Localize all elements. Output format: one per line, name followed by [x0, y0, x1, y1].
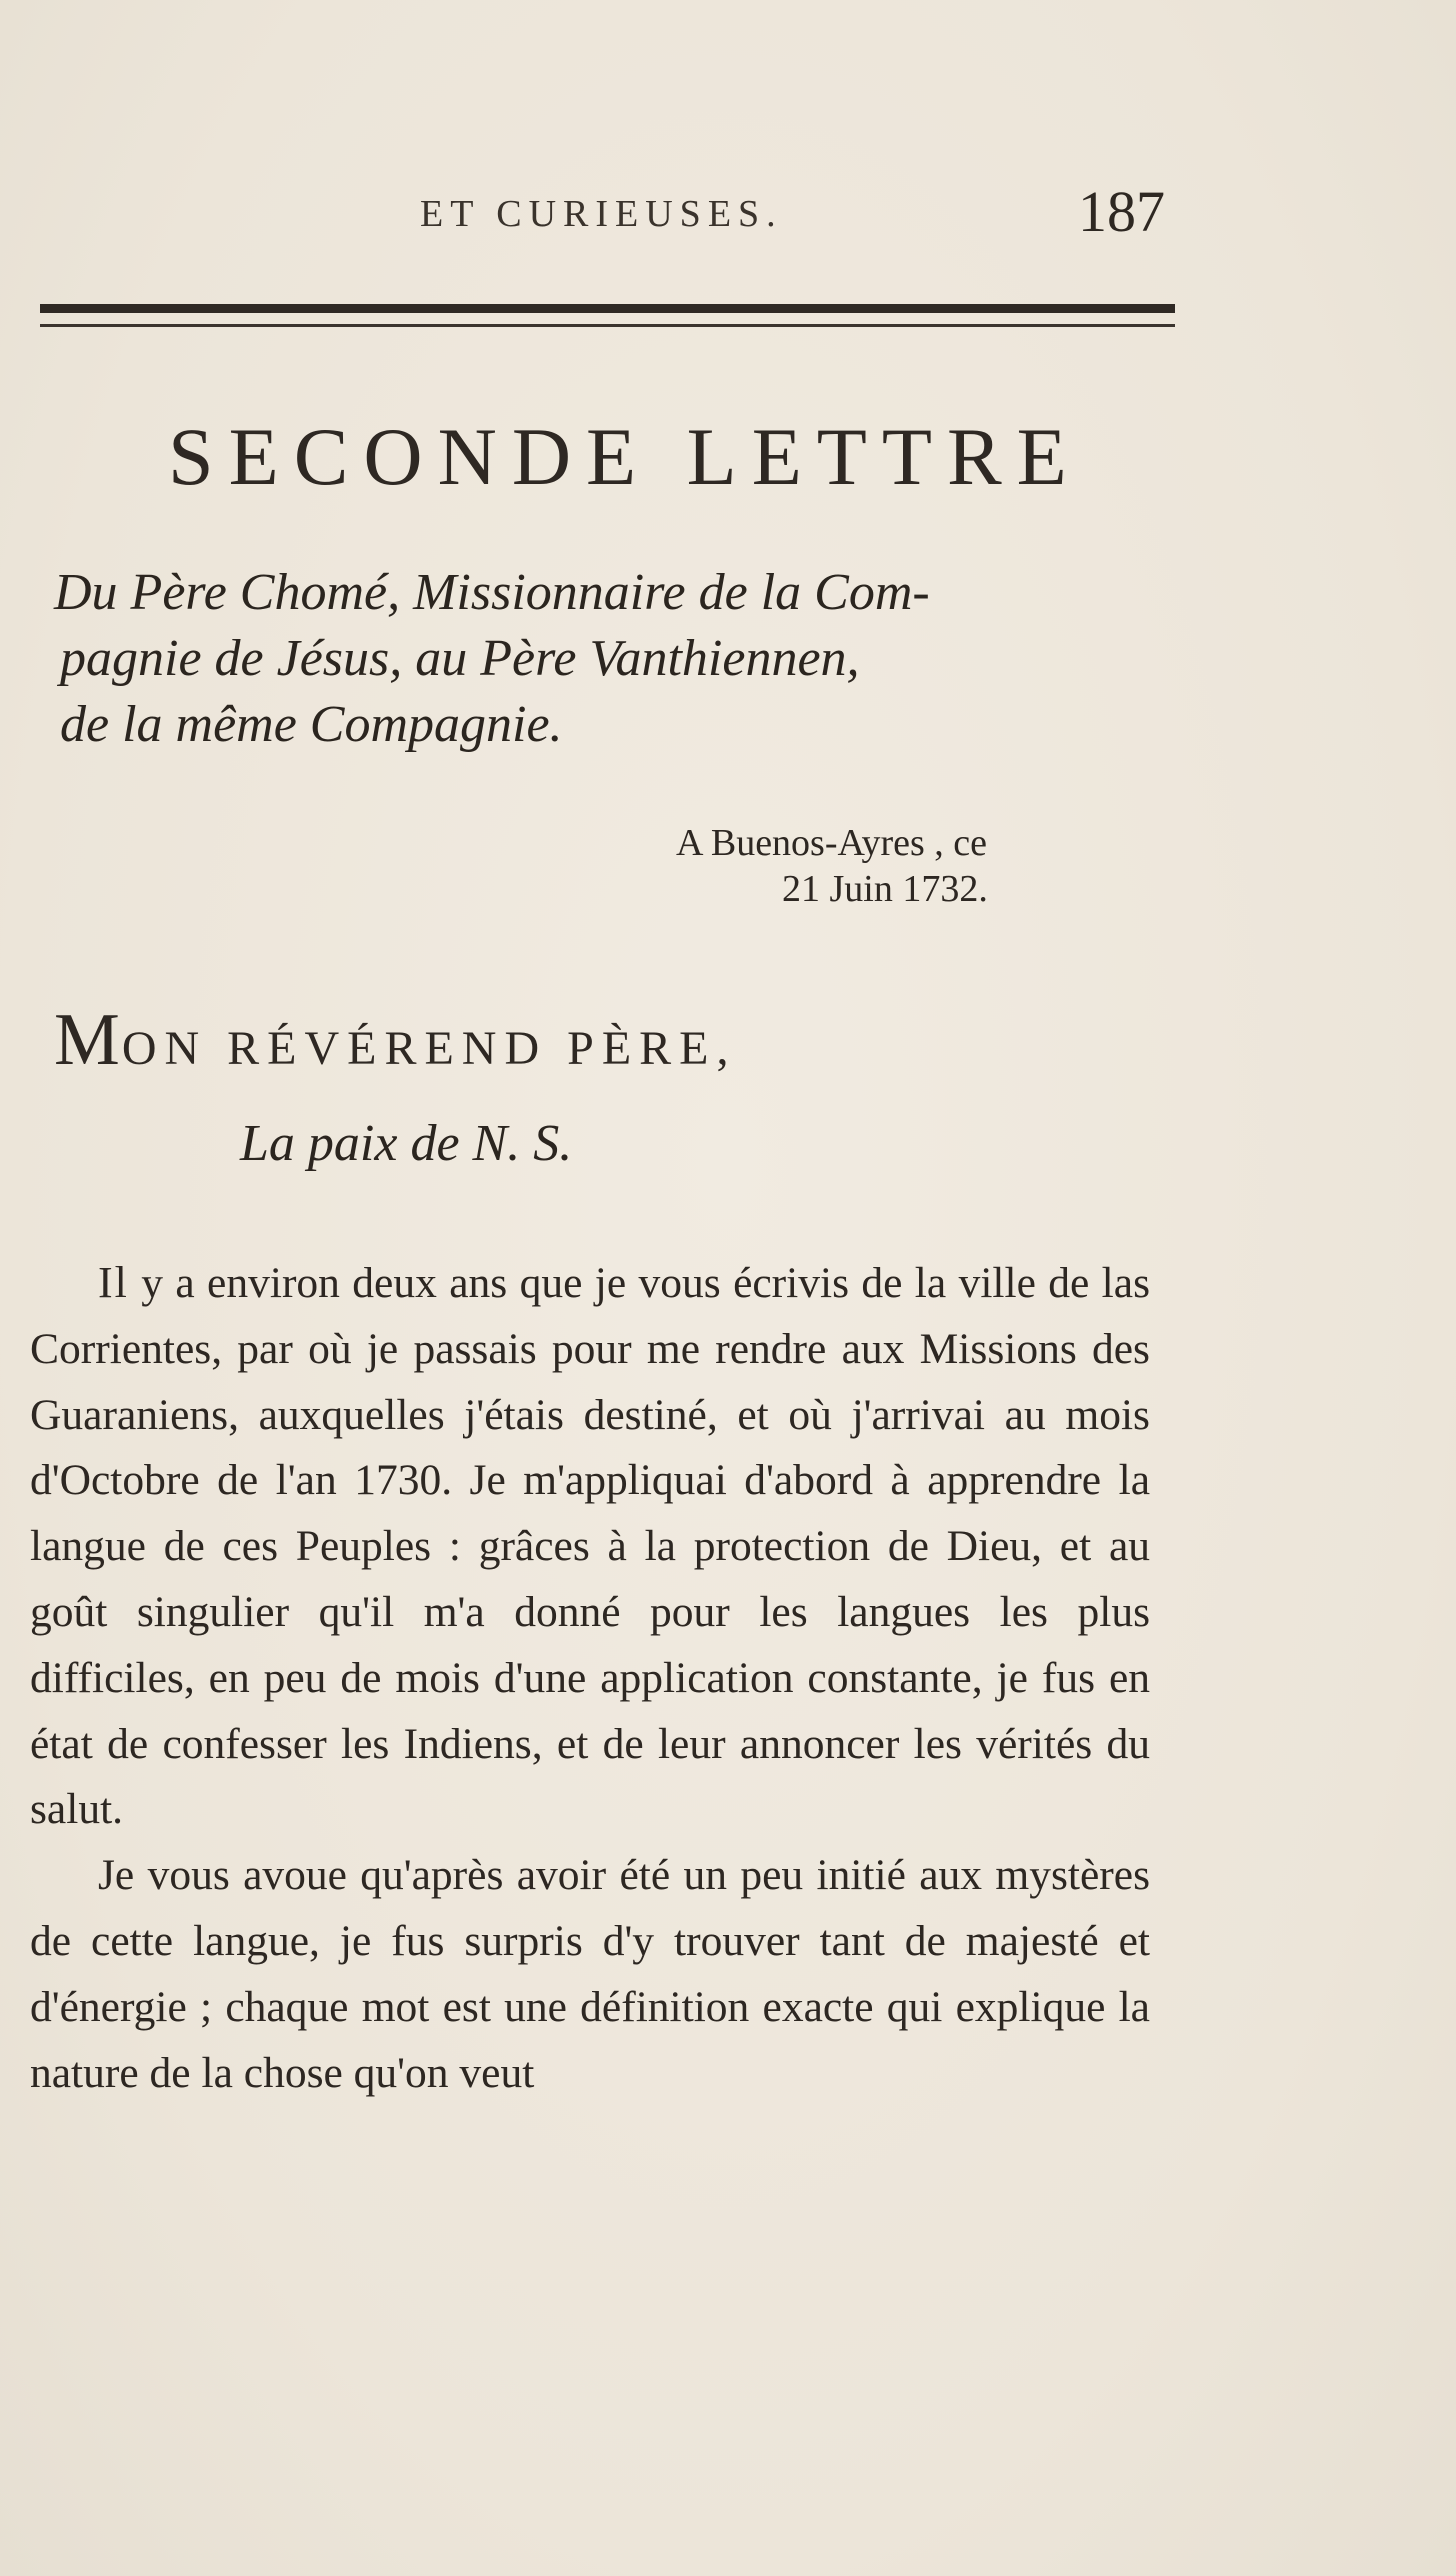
dateline-place: A Buenos-Ayres , ce: [676, 822, 987, 864]
page-number: 187: [1078, 179, 1165, 244]
paragraph-1: [30, 1250, 1150, 1843]
header-rule-thin: [40, 324, 1175, 327]
letter-subtitle: [54, 560, 1184, 758]
paragraph-1-text: y a environ deux ans que je vous écrivis de la ville de las Corrientes, par où je passais pour me rendre aux Missions des Guaraniens, auxquelles j'étais destiné, et où j'arrivai au mois d'Octobre de l'an 1730. Je m'appliquai d'abord à apprendre la langue de ces Peuples : grâces à la protection de Dieu, et au goût singulier qu'il m'a donné pour les langues les plus difficiles, en peu de mois d'une application constante, je fus en état de confesser les Indiens, et de leur annoncer les vérités du salut.: [30, 1259, 1150, 1834]
running-head: ET CURIEUSES.: [420, 193, 783, 235]
paragraph-2: Je vous avoue qu'après avoir été un peu initié aux mystères de cette langue, je fus surpris d'y trouver tant de majesté et d'énergie ; chaque mot est une définition exacte qui explique la nature de la chose qu'on veut: [30, 1851, 1150, 2097]
header-rule-thick: [40, 304, 1175, 313]
subtitle-line-1: Du Père Chomé, Missionnaire de la Com-: [54, 564, 930, 621]
letter-body: [30, 1250, 1150, 2106]
dateline: [676, 820, 1126, 912]
subtitle-line-3: de la même Compagnie.: [60, 696, 563, 753]
salutation-rest: ON RÉVÉREND PÈRE,: [121, 1022, 737, 1075]
letter-title: SECONDE LETTRE: [168, 411, 1082, 502]
greeting: La paix de N. S.: [240, 1115, 573, 1172]
dateline-date: 21 Juin 1732.: [782, 868, 988, 910]
salutation: [54, 998, 736, 1083]
paragraph-1-lead: Il: [98, 1258, 129, 1307]
subtitle-line-2: pagnie de Jésus, au Père Vanthiennen,: [60, 630, 860, 687]
salutation-initial: M: [54, 999, 122, 1081]
